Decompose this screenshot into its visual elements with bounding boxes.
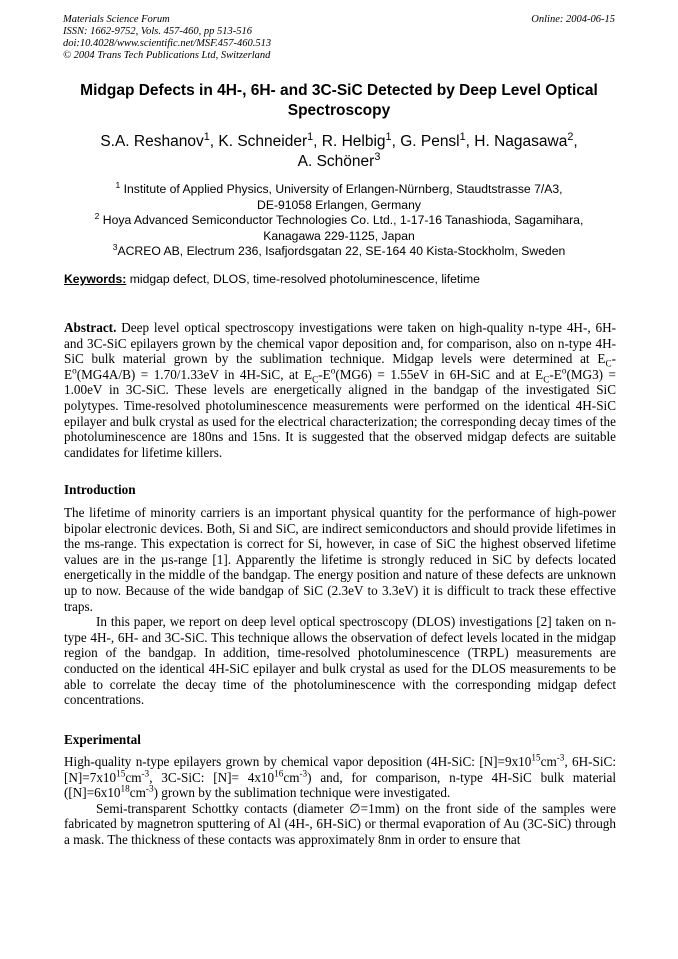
author: K. Schneider: [218, 133, 308, 150]
author-list: S.A. Reshanov$^1$, K. Schneider$^1$, R. Helbig$^1$, G. Pensl$^1$, H. Nagasawa$^2$, A. Schöner$^3$: [100, 130, 578, 170]
paragraph: High-quality n-type epilayers grown by chemical vapor deposition (4H-SiC: $[N]=9x10^{15}cm^{-3}$, 6H-SiC: $[N]=7x10^{15}cm^{-3}$, 3C-SiC: $[N]= 4x10^{16}cm^{-3}$) and, for comparison, n-type 4H-SiC bulk material $([N]=6x10^{18}cm^{-3})$ grown by the sublimation technique were investigated.: [64, 752, 617, 801]
issn-line: ISSN: 1662-9752, Vols. 457-460, pp 513-516: [63, 26, 252, 37]
author-affiliation-mark: 2: [567, 130, 574, 143]
keywords-label: Keywords:: [64, 272, 127, 286]
author-affiliation-mark: 1: [385, 130, 392, 143]
experimental-heading: Experimental: [64, 732, 141, 747]
author: A. Schöner: [297, 153, 375, 170]
author-affiliation-mark: 1: [307, 130, 314, 143]
author-affiliation-mark: 3: [374, 150, 381, 163]
keywords: [64, 272, 616, 287]
introduction-section: [64, 505, 616, 708]
copyright-line: © 2004 Trans Tech Publications Ltd, Switzerland: [63, 50, 271, 61]
affiliation: $^3$ACREO AB, Electrum 236, Isafjordsgatan 22, SE-164 40 Kista-Stockholm, Sweden: [112, 241, 566, 258]
keywords-text: midgap defect, DLOS, time-resolved photoluminescence, lifetime: [129, 272, 480, 286]
experimental-section: [64, 754, 616, 848]
author-affiliation-mark: 1: [203, 130, 210, 143]
author: H. Nagasawa: [474, 133, 568, 150]
affiliation: $^2$ Hoya Advanced Semiconductor Technologies Co. Ltd., 1-17-16 Tanashioda, Sagamihara, Kanagawa 229-1125, Japan: [94, 210, 584, 243]
doi-line: doi:10.4028/www.scientific.net/MSF.457-460.513: [63, 38, 272, 49]
paragraph: The lifetime of minority carriers is an important physical quantity for the performance of high-power bipolar electronic devices. Both, Si and SiC, are indirect semiconductors and should provide lifetimes in the ms-range. This expectation is correct for Si, however, in case of SiC the highest observed lifetime values are in the µs-range [1]. Apparently the lifetime is strongly reduced in SiC by defects located energetically in the middle of the bandgap. The energy position and nature of these defects are unknown up to now. Because of the wide bandgap of SiC (2.3eV to 3.3eV) it is difficult to track these effective traps.: [64, 505, 616, 614]
author-affiliation-mark: 1: [459, 130, 466, 143]
abstract: Abstract. Deep level optical spectroscopy investigations were taken on high-quality n-type 4H-, 6H- and 3C-SiC epilayers grown by the chemical vapor deposition and, for comparison, also on n-type 4H-SiC bulk material grown by the sublimation technique. Midgap levels were determined at $E_C-E^o(MG4A/B) = 1.70/1.33eV$ in 4H-SiC, at $E_C-E^o(MG6) = 1.55eV$ in 6H-SiC and at $E_C-E^o(MG3) = 1.00eV$ in 3C-SiC. These levels are energetically aligned in the bandgap of the investigated SiC polytypes. Time-resolved photoluminescence measurements were performed on the identical 4H-SiC epilayer and bulk crystal as used for the electrical characterization; the corresponding decay times of the photoluminescence are 180ns and 15ns. It is suggested that the observed midgap defects are suitable candidates for lifetime killers.: [64, 320, 617, 460]
paragraph: In this paper, we report on deep level optical spectroscopy (DLOS) investigations [2] taken on n-type 4H-, 6H- and 3C-SiC. This technique allows the observation of defect levels located in the midgap region of the bandgap. In addition, time-resolved photoluminescence (TRPL) measurements are conducted on the identical 4H-SiC epilayer and bulk crystal as used for the DLOS measurements to be able to correlate the decay time of the photoluminescence with the corresponding midgap defect concentrations.: [64, 614, 616, 708]
journal-name: Materials Science Forum: [63, 14, 170, 25]
paragraph: Semi-transparent Schottky contacts (diameter ∅=1mm) on the front side of the samples were fabricated by magnetron sputtering of Al (4H-, 6H-SiC) or thermal evaporation of Au (3C-SiC) through a mask. The thickness of these contacts was approximately 8nm in order to ensure that: [64, 800, 616, 847]
paper-title: Midgap Defects in 4H-, 6H- and 3C-SiC Detected by Deep Level Optical Spectroscopy: [80, 82, 598, 119]
author: S.A. Reshanov: [100, 133, 204, 150]
online-date: Online: 2004-06-15: [531, 14, 615, 25]
affiliation: $^1$ Institute of Applied Physics, University of Erlangen-Nürnberg, Staudtstrasse 7/A3, DE-91058 Erlangen, Germany: [115, 179, 563, 212]
journal-header: [63, 14, 615, 62]
introduction-heading: Introduction: [64, 482, 136, 497]
author: R. Helbig: [321, 133, 386, 150]
abstract-label: Abstract.: [64, 320, 117, 335]
author: G. Pensl: [400, 133, 460, 150]
affiliation-list: [40, 179, 638, 260]
